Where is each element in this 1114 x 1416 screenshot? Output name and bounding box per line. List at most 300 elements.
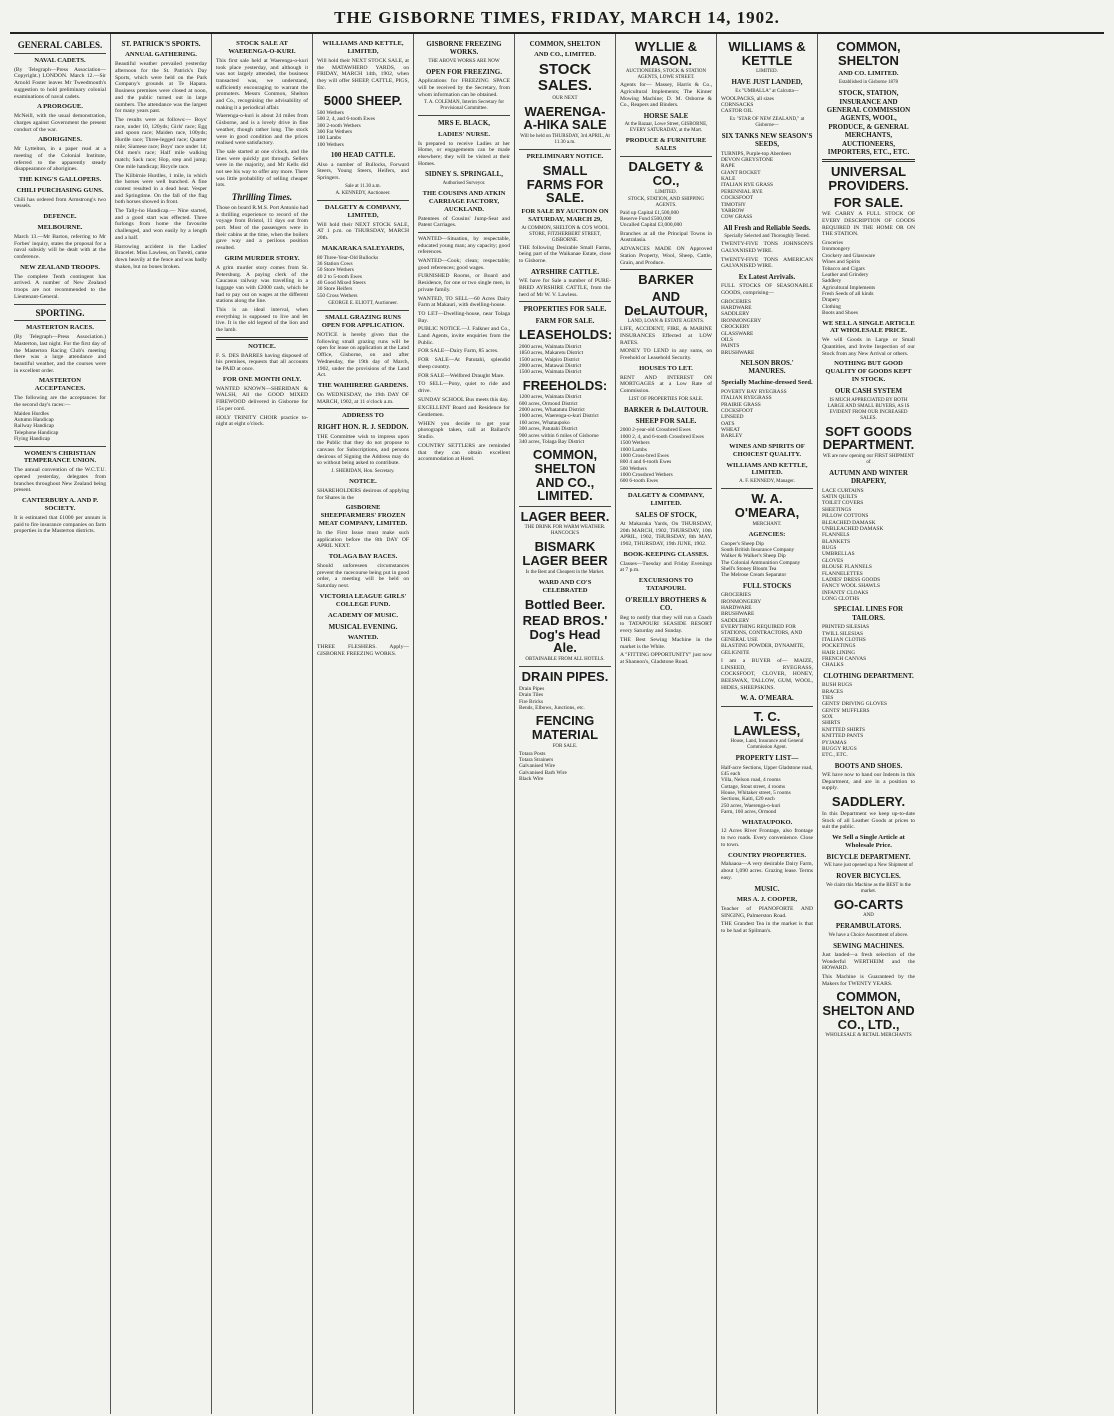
freehold-list: [519, 394, 611, 445]
ad-johnson-wire: TWENTY-FIVE TONS JOHNSON'S GALVANISED WIRE.: [721, 241, 813, 254]
heading-waerenga-a-hika: WAERENGA-A-HIKA SALE: [523, 103, 607, 133]
list-item: FLANNELETTES: [822, 570, 863, 577]
heading-thrilling-times: Thrilling Times.: [231, 192, 293, 203]
list-item: 500 Wethers: [620, 465, 647, 472]
ad-star-nz: Ex "STAR OF NEW ZEALAND," at Gisborne—: [729, 116, 805, 128]
list-item: 2000 acres, Waimata District: [519, 343, 582, 350]
heading-seeds: SIX TANKS NEW SEASON'S SEEDS,: [721, 131, 813, 149]
list-item: UMBRELLAS: [822, 551, 855, 558]
list-item: Cottage, Stout street, 4 rooms: [721, 783, 786, 790]
classified-ad: PUBLIC NOTICE.—J. Falkner and Co., Land Agents, invite enquiries from the Public.: [418, 326, 510, 346]
heading-book-keeping: BOOK-KEEPING CLASSES.: [623, 550, 709, 558]
ad-shipment: WE are now opening our FIRST SHIPMENT of: [822, 453, 915, 465]
heading-leaseholds: LEASEHOLDS:: [519, 327, 613, 343]
list-item: 300 2-tooth Wethers: [317, 122, 361, 129]
ad-boots: WE have now to hand our Indents in this Department, and are in a position to supply.: [822, 772, 915, 792]
ad-our-next: OUR NEXT: [552, 95, 578, 101]
goods-list: [721, 96, 813, 115]
article-murder: A grim murder story comes from St. Petersburg. A paying clerk of the Caucasus railway was travelling in a luggage van with £2000 cash, which he had to pay out on wages at the different stations along the line.: [216, 264, 308, 305]
list-item: Drain Tiles: [519, 692, 544, 699]
list-item: 50 Store Wethers: [317, 267, 354, 274]
list-item: COCKSFOOT: [721, 407, 754, 414]
list-item: KALE: [721, 176, 736, 183]
article-melbourne: March 13.—Mr Barton, referring to Mr Forbes' inquiry, states the proposal for a naval subsidy will be dealt with at the conference.: [14, 233, 106, 261]
heading-victoria-league: VICTORIA LEAGUE GIRLS' COLLEGE FUND.: [319, 592, 407, 608]
heading-music: MUSIC.: [754, 884, 780, 893]
heading-omeara: W. A. O'MEARA,: [734, 491, 800, 521]
list-item: BLEACHED DAMASK: [822, 519, 876, 526]
column-wyllie-mason: [616, 34, 717, 1414]
heading-delautour: AND DeLAUTOUR,: [624, 288, 708, 318]
list-item: CASTOR OIL: [721, 108, 753, 115]
heading-country-properties: COUNTRY PROPERTIES.: [727, 851, 807, 859]
classified-ad: EXCELLENT Board and Residence for Gentlemen.: [418, 405, 510, 419]
heading-tailors: SPECIAL LINES FOR TAILORS.: [833, 605, 904, 622]
heading-wanted: WANTED.: [347, 634, 379, 641]
ad-hotels: OBTAINABLE FROM ALL HOTELS.: [525, 657, 605, 663]
heading-springall: SIDNEY S. SPRINGALL,: [425, 170, 503, 179]
list-item: Shell's Stoney Bloom Tea: [721, 566, 777, 573]
ad-money: MONEY TO LEND in any sums, on Freehold or Leasehold Security.: [620, 348, 712, 361]
list-item: Half-acre Sections, Upper Gladstone road, £45 each: [721, 764, 813, 777]
list-item: OILS: [721, 336, 733, 343]
list-item: RAPE: [721, 163, 735, 170]
heading-ward: WARD AND CO'S CELEBRATED: [538, 578, 592, 594]
ad-agents: Agents for— Massey, Harris & Co., Agricultural Implements; The Kinner Mowing Machine; D. M. Osborne & Co., Reapers and Binders.: [620, 82, 712, 109]
article-canterbury: It is estimated that £1000 per annum is paid to fire insurance companies on farm properties in the Masterton districts.: [14, 514, 106, 535]
heading-tolaga-races: TOLAGA BAY RACES.: [328, 553, 398, 561]
drain-list: [519, 686, 611, 712]
heading-and-co: AND CO. LIMITED.: [838, 70, 899, 78]
heading-academy: ACADEMY OF MUSIC.: [327, 611, 399, 619]
ad-surveyor: Authorised Surveyor.: [442, 180, 486, 186]
heading-carriage-factory: THE COUSINS AND ATKIN CARRIAGE FACTORY, AUCKLAND.: [422, 189, 506, 213]
list-item: Wines and Spirits: [822, 259, 861, 266]
heading-agencies: AGENCIES:: [748, 530, 786, 538]
ad-firewood: WANTED KNOWN—SHERIDAN & WALSH, All the GOOD MIXED FIREWOOD delivered in Gisborne for 15s per cord.: [216, 385, 308, 412]
list-item: Boots and Shoes: [822, 310, 858, 317]
heading-wk-limited: WILLIAMS AND KETTLE, LIMITED.: [726, 461, 808, 477]
ad-cattle: Also a number of Bullocks, Forward Steers, Young Steers, Heifers, and Springers.: [317, 161, 409, 182]
heading-common-shelton-ltd: COMMON, SHELTON AND CO., LIMITED.: [532, 447, 598, 504]
list-item: BUSH RUGS: [822, 682, 853, 689]
list-item: BLASTING POWDER, DYNAMITE, GELIGNITE: [721, 643, 805, 656]
heading-cash-system: OUR CASH SYSTEM: [834, 387, 903, 396]
race-item: Telephone Handicap: [14, 429, 59, 436]
ad-guarantee: This Machine is Guaranteed by the Makers for TWENTY YEARS.: [822, 974, 915, 987]
heading-masterton-races: MASTERTON RACES.: [26, 324, 94, 332]
ad-wk-sale: Will hold their NEXT STOCK SALE, at the MATAWHERO YARDS, on FRIDAY, MARCH 14th, 1902, when they will offer SHEEP, CATTLE, PIGS, Etc.: [317, 57, 409, 91]
list-item: Tobacco and Cigars: [822, 265, 865, 272]
column-common-shelton-sales: [515, 34, 616, 1414]
article-aborigines: Mr Lyttelton, in a paper read at a meeting of the Colonial Institute, referred to the apparently steady disappearance of aborigines.: [14, 146, 106, 173]
heading-property-list: PROPERTY LIST—: [735, 754, 799, 763]
ad-full-stocks: FULL STOCKS OF SEASONABLE GOODS, comprising—: [721, 283, 813, 296]
list-item: Farm, 160 acres, Ormond: [721, 809, 777, 816]
list-item: HARDWARE: [721, 604, 752, 611]
list-item: The Melrose Cream Separator: [721, 572, 787, 579]
divider: [721, 488, 813, 489]
ad-insurance: LIFE, ACCIDENT, FIRE, & MARINE INSURANCES Effected at LOW RATES.: [620, 326, 712, 346]
list-item: FLANNELS: [822, 532, 850, 539]
fencing-list: [519, 751, 611, 783]
heading-open-freezing: OPEN FOR FREEZING.: [425, 67, 503, 76]
list-item: TIMOTHY: [721, 201, 746, 208]
heading-produce-sales: PRODUCE & FURNITURE SALES: [625, 137, 707, 153]
divider: [317, 310, 409, 311]
list-item: BRACES: [822, 688, 843, 695]
heading-address: ADDRESS TO: [342, 412, 384, 420]
list-item: PAINTS: [721, 343, 740, 350]
heading-agents: STOCK, STATION, INSURANCE AND GENERAL COMMISSION AGENTS, WOOL, PRODUCE, & GENERAL MERCHANTS, AUCTIONEERS, IMPORTERS, ETC., ETC.: [826, 89, 911, 156]
list-item: ETC., ETC.: [822, 752, 848, 759]
ad-sale-dates: At Makaraka Yards, On THURSDAY, 20th MARCH, 1902, THURSDAY, 10th APRIL, 1902, THURSDAY, 8th MAY, 1902, THURSDAY, 19th JUNE, 1902.: [620, 521, 712, 548]
divider: [317, 408, 409, 409]
divider: [418, 232, 510, 233]
list-item: TURNIPS, Purple-top Aberdeen: [721, 150, 791, 157]
heading-full-stocks: FULL STOCKS: [742, 581, 792, 590]
ad-wertheim: Just landed—a fresh selection of the Wonderful WERTHEIM and the HOWARD.: [822, 951, 915, 972]
list-item: SADDLERY: [721, 617, 750, 624]
heading-bismark: BISMARK LAGER BEER: [522, 539, 608, 569]
list-item: GIANT ROCKET: [721, 169, 761, 176]
column-stock-sale: [212, 34, 313, 1414]
heading-ayrshire: AYRSHIRE CATTLE.: [530, 267, 600, 276]
ad-merchants: WHOLESALE & RETAIL MERCHANTS: [825, 1033, 912, 1039]
divider: [721, 706, 813, 707]
heading-perambulators: PERAMBULATORS.: [835, 922, 902, 931]
ad-piano: Teacher of PIANOFORTE AND SINGING, Palmerston Road.: [721, 905, 813, 919]
list-item: FANCY WOOL SHAWLS: [822, 583, 880, 590]
ad-branches: Branches at all the Principal Towns in Australasia.: [620, 230, 712, 244]
list-item: Cooper's Sheep Dip: [721, 540, 764, 547]
list-item: BUGGY RUGS: [822, 745, 857, 752]
list-item: TIES: [822, 694, 834, 701]
heading-frozen-meat: GISBORNE SHEEPFARMERS' FROZEN MEAT COMPANY, LIMITED.: [318, 504, 408, 528]
list-item: YARROW: [721, 207, 745, 214]
heading-small-farms: SMALL FARMS FOR SALE.: [526, 162, 604, 206]
list-item: POVERTY BAY RYEGRASS: [721, 388, 787, 395]
list-item: 1850 acres, Makaretu District: [519, 350, 584, 357]
race-item: Autumn Handicap: [14, 417, 54, 424]
heading-go-carts: GO-CARTS: [833, 896, 904, 912]
article-accident: Harrowing accident in the Ladies' Bracelet. Miss Lawless, on Tureiti, came down heavily at the fence and was badly shaken, but no bones broken.: [115, 243, 207, 270]
divider: [519, 666, 611, 667]
list-item: GENTS' MUFFLERS: [822, 707, 870, 714]
race-item: Maiden Hurdles: [14, 410, 49, 417]
list-item: GLOVES: [822, 557, 844, 564]
heading-common-shelton-ltd: AND CO., LIMITED.: [534, 51, 596, 59]
heading-omeara-sig: W. A. O'MEARA.: [740, 694, 794, 703]
article-wctu: The annual convention of the W.C.T.U. opened yesterday, delegates from branches throughout New Zealand being present.: [14, 467, 106, 494]
heading-barker: BARKER: [638, 272, 694, 288]
list-item: 300 acres, Patutahi District: [519, 426, 578, 433]
list-item: Clothing: [822, 303, 841, 310]
ad-freezing-space: Applications for FREEZING SPACE will be received by the Secretary, from whom information can be obtained.: [418, 78, 510, 98]
heading-dalgety: DALGETY & COMPANY, LIMITED,: [324, 203, 402, 219]
list-item: Agricultural Implements: [822, 284, 876, 291]
heading-auction-date: FOR SALE BY AUCTION ON SATURDAY, MARCH 29,: [521, 207, 609, 223]
heading-preliminary-notice: PRELIMINARY NOTICE.: [526, 153, 604, 161]
list-item: WOOLPACKS, all sizes: [721, 95, 774, 102]
list-item: Galvanised Barb Wire: [519, 769, 567, 776]
list-item: BLOUSE FLANNELS: [822, 564, 872, 571]
list-item: PYJAMAS: [822, 739, 847, 746]
heading-kings-gallopers: THE KING'S GALLOPERS.: [18, 175, 102, 183]
list-item: 36 Station Cows: [317, 260, 353, 267]
list-item: SADDLERY: [721, 311, 750, 318]
heading-for-sale: FOR SALE.: [833, 194, 904, 210]
classified-ad: COUNTRY SETTLERS are reminded that they can obtain excellent accommodation at Hotel.: [418, 442, 510, 463]
list-item: Totara Strainers: [519, 756, 554, 763]
article-naval: (By Telegraph—Press Association—Copyright.) LONDON. March 12.—Sir Arnold Foster leaves Mr Tweedmouth's suggestion to hold preliminary colonial examinations of naval cadets.: [14, 66, 106, 100]
ad-limited: LIMITED.: [655, 189, 677, 195]
notice-address: THE Committee wish to impress upon the Public that they do not propose to canvass for Subscriptions, and persons desirous of Signing the Address may do so without being asked to contribute.: [317, 433, 409, 467]
list-item: Sections, Kaiti, £20 each: [721, 796, 775, 803]
list-item: TOILET COVERS: [822, 500, 864, 507]
list-item: UNBLEACHED DAMASK: [822, 525, 884, 532]
ad-quantities: We will Goods in Large or Small Quantities, and Invite Inspection of our Stock from any New Arrival or others.: [822, 337, 915, 357]
list-item: Fresh Seeds of all kinds: [822, 291, 874, 298]
list-item: Ironmongery: [822, 246, 851, 253]
divider: [519, 301, 611, 302]
ad-limited: LIMITED.: [756, 69, 778, 75]
list-item: OATS: [721, 420, 735, 427]
divider: [418, 115, 510, 116]
list-item: 80 Three-Year-Old Bullocks: [317, 254, 379, 261]
heading-universal-providers: UNIVERSAL PROVIDERS.: [828, 164, 909, 193]
ad-for-sale: FOR SALE.: [552, 743, 578, 749]
heading-whataupoko: WHATAUPOKO.: [741, 818, 793, 826]
list-item: COCKSFOOT: [721, 195, 754, 202]
list-item: INFANTS' CLOAKS: [822, 589, 869, 596]
notice-grazing: NOTICE is hereby given that the following small grazing runs will be open for lease on application at the Land Office, Gisborne, on and after Wednesday, the 19th day of March, 1902, under the provisions of the Land Act.: [317, 331, 409, 379]
heading-nelson-manures: NELSON BROS.' MANURES.: [740, 359, 794, 376]
list-item: SATIN QUILTS: [822, 494, 858, 501]
list-item: HARDWARE: [721, 305, 752, 312]
list-item: GROCERIES: [721, 298, 751, 305]
article-sports-intro: Beautiful weather prevailed yesterday afternoon for the St. Patrick's Day Sports, which were held on the Park Company's grounds at Te Hapara. Business premises were closed at noon, and the public turned out in large numbers. The attendance was the largest for many years past.: [115, 61, 207, 115]
divider: [317, 200, 409, 201]
heading-common-shelton: COMMON, SHELTON: [836, 39, 901, 68]
heading-mrs-black: MRS E. BLACK,: [437, 119, 491, 128]
classified-ad: WANTED, TO SELL—60 Acres Dairy Farm at Makauri, with dwelling-house.: [418, 295, 510, 309]
list-item: Saddlery: [822, 278, 842, 285]
stock-list: [721, 299, 813, 356]
list-item: 1000 Crossbred Wethers: [620, 472, 673, 479]
list-item: GROCERIES: [721, 592, 751, 599]
signature: J. SHERIDAN, Hon. Secretary.: [331, 469, 395, 475]
list-item: SOX: [822, 714, 833, 721]
ad-choir: HOLY TRINITY CHOIR practice to-night at eight o'clock.: [216, 414, 308, 428]
classified-ad: WANTED—Cook; clean; respectable; good references; good wages.: [418, 258, 510, 271]
masthead-title: THE GISBORNE TIMES, FRIDAY, MARCH 14, 1902.: [10, 6, 1104, 34]
heading-waihirere: THE WAIHIRERE GARDENS.: [317, 381, 409, 389]
heading-acceptances: MASTERTON ACCEPTANCES.: [34, 377, 86, 393]
list-item: KNITTED SHIRTS: [822, 726, 865, 733]
heading-machine-dressed: Specially Machine-dressed Seed.: [721, 378, 813, 386]
heading-notice: NOTICE.: [349, 478, 377, 486]
heading-100-cattle: 100 HEAD CATTLE.: [330, 151, 396, 160]
divider: [14, 304, 106, 305]
signature: A. F. KENNEDY, Manager.: [739, 479, 795, 485]
list-item: Uncalled Capital £3,000,000: [620, 222, 682, 229]
article-troops: The complete Tenth contingent has arrived. A number of New Zealand troops are not recommended to the Lieutenant-General.: [14, 273, 106, 300]
list-item: WHEAT: [721, 427, 740, 434]
list-item: BLANKETS: [822, 538, 851, 545]
column-freezing-works: [414, 34, 515, 1414]
heading-fencing: FENCING MATERIAL: [531, 713, 599, 742]
divider: [519, 506, 611, 507]
heading-properties: PROPERTIES FOR SALE.: [523, 305, 607, 314]
column-williams-kettle-sale: [313, 34, 414, 1414]
list-item: GENTS' DRIVING GLOVES: [822, 701, 888, 708]
list-item: 40 2 to 5-tooth Ewes: [317, 273, 362, 280]
article-masterton: (By Telegraph—Press Association.) Masterton, last night. For the first day of the Masterton Racing Club's meeting there was a large attendance and beautiful weather, and the courses were in excellent order.: [14, 334, 106, 374]
heading-aborigines: ABORIGINES.: [38, 136, 82, 144]
heading-boots: BOOTS AND SHOES.: [834, 761, 903, 770]
list-item: Drain Pipes: [519, 685, 545, 692]
list-item: PRINTED SILESIAS: [822, 624, 870, 631]
heading-bottled-beer: Bottled Beer.: [524, 596, 606, 612]
columns: [10, 34, 1104, 1414]
heading-nz-troops: NEW ZEALAND TROOPS.: [20, 263, 100, 271]
list-item: 2000 2-year-old Crossbred Ewes: [620, 427, 691, 434]
ad-coach: Beg to notify that they will run a Coach to TATAPOURI SEASIDE RESORT every Saturday and Sunday.: [620, 614, 712, 635]
heading-notice: NOTICE.: [248, 342, 276, 350]
list-item: 1000 2, 4, and 6-tooth Crossbred Ewes: [620, 433, 704, 440]
list-item: 600 6-tooth Ewes: [620, 478, 659, 485]
makaraka-list: [317, 255, 409, 300]
list-item: BARLEY: [721, 433, 743, 440]
list-item: Fire Bricks: [519, 698, 544, 705]
list-item: Black Wire: [519, 776, 544, 783]
article-thrilling: Those on board R.M.S. Port Antonio had a thrilling experience to record of the voyage from Bristol, 11 days out from port. Most of the passengers were in their cabins at the time, when the boilers gave way and a perilous position resulted.: [216, 204, 308, 252]
ad-commission-agent: House, Land, Insurance and General Commission Agent.: [730, 739, 804, 751]
list-item: 100 Lambs: [317, 135, 342, 142]
ad-assortment: We have a Choice Assortment of above.: [828, 932, 909, 938]
list-item: 1500 acres, Waimata District: [519, 369, 582, 376]
list-item: 1000 Lambs: [620, 446, 647, 453]
ad-horse-sale: At the Bazaar, Lowe Street, GISBORNE, EVERY SATURADAY, at the Mart.: [624, 122, 708, 134]
heading-defence: DEFENCE.: [43, 213, 77, 221]
seeds-list: [721, 151, 813, 221]
list-item: SHEETINGS: [822, 506, 852, 513]
drapery-list: [822, 488, 915, 603]
ad-shipment-bicycles: WE have just opened up a New Shipment of: [824, 863, 913, 869]
heading-naval-cadets: NAVAL CADETS.: [34, 56, 86, 64]
list-item: 2000 acres, Whatatutu District: [519, 407, 585, 414]
ad-fitting: A "FITTING OPPORTUNITY" just now at Shannon's, Gladstone Road.: [620, 652, 712, 665]
heading-drain-pipes: DRAIN PIPES.: [521, 669, 609, 685]
ad-tested: Specially Selected and Thoroughly Tested.: [724, 234, 810, 240]
list-item: LADIES' DRESS GOODS: [822, 576, 881, 583]
ad-fleshers: THREE FLESHERS. Apply—GISBORNE FREEZING WORKS.: [317, 643, 409, 657]
full-stocks-list: [721, 592, 813, 656]
ad-classes: Classes—Tuesday and Friday Evenings at 7 p.m.: [620, 560, 712, 574]
heading-melbourne: MELBOURNE.: [37, 224, 83, 232]
divider: [620, 488, 712, 489]
list-item: Reserve Fund £500,000: [620, 215, 672, 222]
list-item: POCKETINGS: [822, 643, 856, 650]
list-item: EVERYTHING REQUIRED FOR STATIONS, CONTRACTORS, AND GENERAL USE: [721, 624, 803, 643]
heading-wctu: WOMEN'S CHRISTIAN TEMPERANCE UNION.: [23, 449, 97, 465]
list-item: HAIR LINING: [822, 649, 856, 656]
list-item: 1500 Wethers: [620, 440, 650, 447]
heading-murder-story: GRIM MURDER STORY.: [224, 254, 300, 262]
article-sale-2: Waerenga-o-kuri is about 24 miles from Gisborne, and is a lovely drive in fine weather, though rather long. The stock were in good condition and the prices realised were satisfactory.: [216, 113, 308, 147]
leasehold-list: [519, 344, 611, 376]
race-item: Flying Handicap: [14, 436, 51, 443]
classified-ad: FOR SALE—Wellbred Draught Mare.: [418, 372, 505, 379]
list-item: BRUSHWARE: [721, 611, 755, 618]
ad-established: Established in Gisborne 1878: [838, 80, 899, 86]
list-item: South British Insurance Company: [721, 546, 795, 553]
list-item: CROCKERY: [721, 324, 751, 331]
race-list: [14, 411, 106, 443]
sale-time: Sale at 11.30 a.m.: [345, 183, 381, 189]
list-item: CORNSACKS: [721, 102, 754, 109]
sheep-list: [317, 110, 409, 148]
heading-wyllie-mason: WYLLIE & MASON.: [634, 39, 698, 68]
ad-land-loan: LAND, LOAN & ESTATE AGENTS.: [627, 319, 705, 325]
heading-farm-for-sale: FARM FOR SALE.: [535, 316, 595, 325]
heading-common-shelton: COMMON, SHELTON: [529, 40, 601, 48]
heading-latest-arrivals: Ex Latest Arrivals.: [738, 272, 796, 281]
heading-one-month: FOR ONE MONTH ONLY.: [222, 375, 302, 383]
article-prorogue: McNeill, with the usual demonstration, charges against Government the present conduct of the war.: [14, 113, 106, 133]
heading-dalgety-company: DALGETY & COMPANY, LIMITED.: [627, 491, 705, 507]
heading-sales-of-stock: SALES OF STOCK,: [635, 510, 697, 519]
heading-houses-to-let: HOUSES TO LET.: [639, 364, 693, 372]
list-item: Walker & Walker's Sheep Dip: [721, 553, 786, 560]
heading-musical-evening: MUSICAL EVENING.: [328, 622, 398, 631]
ad-dalgety-sale: Will hold their NEXT STOCK SALE, AT 1 p.m. on THURSDAY, MARCH 20th.: [317, 221, 409, 241]
list-item: PILLOW COTTONS: [822, 513, 869, 520]
ad-whataupoko: 12 Acres River Frontage, also frontage to two roads. Every convenience. Close to town.: [721, 828, 813, 848]
list-item: 500 2, 4, and 6-tooth Ewes: [317, 116, 375, 123]
heading-clothing: CLOTHING DEPARTMENT.: [823, 671, 914, 680]
ad-farms-desc: THE following Desirable Small Farms, being part of the Waikanae Estate, close to Gisborne.: [519, 244, 611, 265]
notice-tolaga: Should unforeseen circumstances prevent the racecourse being put in good order, a meeting will be held on Saturday next.: [317, 563, 409, 590]
classified-ad: FURNISHED Rooms, or Board and Residence, for one or two single men, in private family.: [418, 273, 510, 293]
ad-american-wire: TWENTY-FIVE TONS AMERICAN GALVANISED WIRE.: [721, 256, 813, 270]
list-item: KNITTED PANTS: [822, 733, 864, 740]
list-item: ITALIAN RYE GRASS: [721, 182, 773, 189]
heading-stock-sale: STOCK SALE AT WAERENGA-O-KURI.: [228, 40, 296, 55]
heading-st-patricks: ST. PATRICK'S SPORTS.: [121, 40, 201, 48]
ad-merchant: MERCHANT.: [752, 521, 782, 527]
list-item: Bends, Elbows, Junctions, etc.: [519, 704, 585, 711]
ad-des-barres: F. S. DES BARRES having disposed of his premises, requests that all accounts be PAID at once.: [216, 352, 308, 373]
ad-sale-date: Will be held on THURSDAY, 3rd APRIL, At 11.30 a.m.: [520, 134, 610, 146]
heading-common-shelton-footer: COMMON, SHELTON AND CO., LTD.,: [822, 989, 915, 1032]
heading-soft-goods: SOFT GOODS DEPARTMENT.: [822, 423, 915, 453]
heading-barker-delautour: BARKER & DeLAUTOUR.: [623, 405, 709, 414]
list-item: 500 Wethers: [317, 109, 344, 116]
classified-ad: SUNDAY SCHOOL Bus meets this day.: [418, 396, 509, 403]
heading-just-landed: HAVE JUST LANDED,: [731, 78, 803, 87]
divider: [14, 446, 106, 447]
article-tally-ho: The Tally-ho Handicap.— Nine started, and a good start was effected. Three furlongs from home the favourite challenged, and won easily by a length and a half.: [115, 208, 207, 241]
list-item: 1500 acres, Waipiro District: [519, 356, 580, 363]
list-item: 160 acres, Whataupoko: [519, 419, 570, 426]
list-item: PERENNIAL RYE: [721, 188, 763, 195]
divider: [519, 149, 611, 150]
divider: [620, 156, 712, 157]
classified-ad: WHEN you decide to get your photograph taken, call at Ballard's Studio.: [418, 420, 510, 441]
heading-good-quality: NOTHING BUT GOOD QUALITY OF GOODS KEPT IN STOCK.: [825, 360, 912, 384]
